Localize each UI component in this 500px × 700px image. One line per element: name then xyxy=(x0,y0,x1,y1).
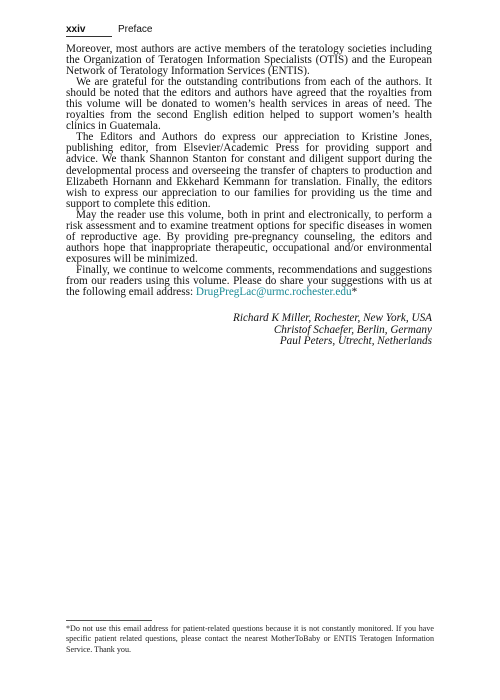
editor-signatures xyxy=(233,313,432,348)
running-head-title: Preface xyxy=(118,24,153,35)
footnote-text: Do not use this email address for patient-related questions because it is not constantly monitored. If you have specific patient related questions, please contact the nearest MotherToBaby or ENTIS Teratogen Information Service. Thank you. xyxy=(66,624,434,654)
footnote-marker-note: * xyxy=(66,624,71,633)
signature-schaefer: Christof Schaefer, Berlin, Germany xyxy=(273,323,432,336)
footnote xyxy=(66,624,434,655)
footnote-marker: * xyxy=(351,286,358,299)
feedback-text: Finally, we continue to welcome comments, recommendations and suggestions from our readers using this volume. Please do share your suggestions with us at the following email address: xyxy=(66,263,432,299)
paragraph-feedback xyxy=(66,265,432,298)
paragraph-royalties: We are grateful for the outstanding contributions from each of the authors. It should be noted that the editors and authors have agreed that the royalties from this volume will be donated to women’s health services in areas of need. The royalties from the second English edition helped to support women’s health clinics in Guatemala. xyxy=(66,76,432,133)
footnote-divider xyxy=(66,620,152,621)
paragraph-acknowledgements: The Editors and Authors do express our appreciation to Kristine Jones, publishing editor, from Elsevier/Academic Press for providing support and advice. We thank Shannon Stanton for constant and diligent support during the developmental process and overseeing the transfer of chapters to production and Elizabeth Hornann and Ekkehard Kemmann for translation. Finally, the editors wish to express our appreciation to our families for providing us the time and support to complete this edition. xyxy=(66,131,432,210)
preface-body xyxy=(66,44,432,298)
signature-peters: Paul Peters, Utrecht, Netherlands xyxy=(279,335,432,348)
page-number: xxiv xyxy=(66,24,112,37)
signature-miller: Richard K Miller, Rochester, New York, USA xyxy=(233,312,432,324)
paragraph-societies: Moreover, most authors are active members of the teratology societies including the Organization of Teratogen Information Specialists (OTIS) and the European Network of Teratology Information Services (ENTIS). xyxy=(66,43,432,78)
paragraph-reader-use: May the reader use this volume, both in print and electronically, to perform a risk assessment and to examine treatment options for specific diseases in women of reproductive age. By providing pre-pregnancy counseling, the editors and authors hope that inappropriate therapeutic, occupational and/or environmental exposures will be minimized. xyxy=(66,208,432,265)
email-link[interactable]: DrugPregLac@urmc.rochester.edu xyxy=(195,286,352,299)
running-header xyxy=(66,24,152,37)
